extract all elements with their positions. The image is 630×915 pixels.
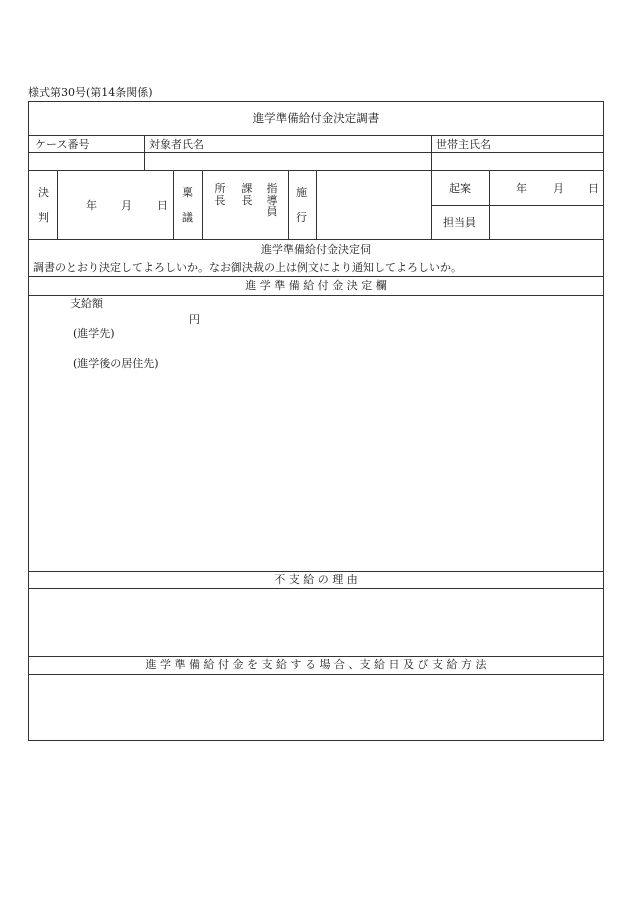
divider: [316, 170, 317, 239]
yen-label: 円: [189, 313, 200, 326]
month-label: 月: [121, 199, 132, 212]
divider: [29, 135, 603, 136]
amount-label: 支給額: [70, 297, 103, 310]
inquiry-text: 調書のとおり決定してよろしいか。なお御決裁の上は例文により通知してよろしいか。: [33, 261, 462, 274]
payment-method-title: 進 学 準 備 給 付 金 を 支 給 す る 場 合 、支 給 日 及 び 支 給 方 法: [145, 658, 487, 671]
decision-form: [28, 101, 604, 741]
person-in-charge-label: 担当員: [443, 216, 476, 229]
year-label: 年: [516, 182, 527, 195]
divider: [29, 674, 603, 675]
divider: [489, 170, 490, 239]
divider: [144, 135, 145, 170]
drafted-label: 起案: [449, 182, 471, 195]
divider: [29, 152, 603, 153]
form-title: 進学準備給付金決定調書: [252, 111, 380, 125]
divider: [431, 135, 432, 170]
divider: [173, 170, 174, 239]
divider: [29, 295, 603, 296]
director-label: 所 長: [214, 182, 226, 207]
non-payment-title: 不 支 給 の 理 由: [274, 573, 358, 586]
residence-label: (進学後の居住先): [73, 357, 159, 370]
subject-name-label: 対象者氏名: [149, 138, 204, 151]
section-chief-label: 課 長: [241, 182, 253, 207]
divider: [29, 239, 603, 240]
divider: [29, 571, 603, 572]
execution-label: 施: [296, 186, 307, 199]
divider: [431, 170, 432, 239]
day-label: 日: [588, 182, 599, 195]
decision-label: 判: [38, 211, 49, 224]
form-number: 様式第30号(第14条関係): [28, 86, 153, 99]
day-label: 日: [157, 199, 168, 212]
execution-label: 行: [296, 211, 307, 224]
school-label: (進学先): [73, 327, 115, 340]
divider: [29, 276, 603, 277]
year-label: 年: [86, 199, 97, 212]
decision-label: 決: [38, 186, 49, 199]
inquiry-title: 進学準備給付金決定伺: [261, 243, 371, 256]
divider: [29, 588, 603, 589]
proposal-label: 稟: [182, 186, 193, 199]
case-number-label: ケース番号: [35, 138, 90, 151]
divider: [288, 170, 289, 239]
divider: [29, 656, 603, 657]
proposal-label: 議: [182, 211, 193, 224]
divider: [431, 205, 603, 206]
decision-section-title: 進 学 準 備 給 付 金 決 定 欄: [245, 279, 387, 292]
divider: [57, 170, 58, 239]
divider: [202, 170, 203, 239]
householder-name-label: 世帯主氏名: [436, 138, 491, 151]
month-label: 月: [553, 182, 564, 195]
instructor-label: 指 導 員: [266, 182, 278, 219]
